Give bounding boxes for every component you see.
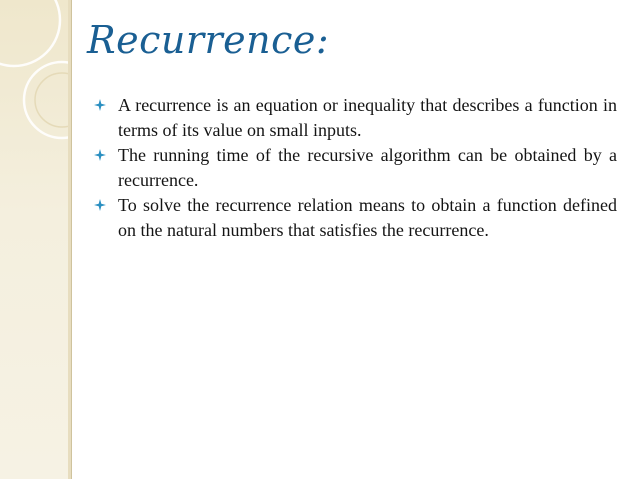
side-decoration-band <box>0 0 68 479</box>
four-pointed-star-bullet-icon <box>94 95 106 115</box>
side-divider-line-dark <box>71 0 72 479</box>
four-pointed-star-bullet-icon <box>94 195 106 215</box>
bullet-list <box>94 93 617 243</box>
slide-title: Recurrence: <box>87 18 330 62</box>
bullet-text-1: A recurrence is an equation or inequality that describes a function in terms of its value on small inputs. <box>118 95 617 140</box>
four-pointed-star-bullet-icon <box>94 145 106 165</box>
decorative-circles-graphic <box>0 0 68 180</box>
bullet-item-2 <box>94 143 617 192</box>
bullet-item-1 <box>94 93 617 142</box>
bullet-text-2: The running time of the recursive algorithm can be obtained by a recurrence. <box>118 145 617 190</box>
bullet-text-3: To solve the recurrence relation means to obtain a function defined on the natural numbers that satisfies the recurrence. <box>118 195 617 240</box>
bullet-item-3 <box>94 193 617 242</box>
